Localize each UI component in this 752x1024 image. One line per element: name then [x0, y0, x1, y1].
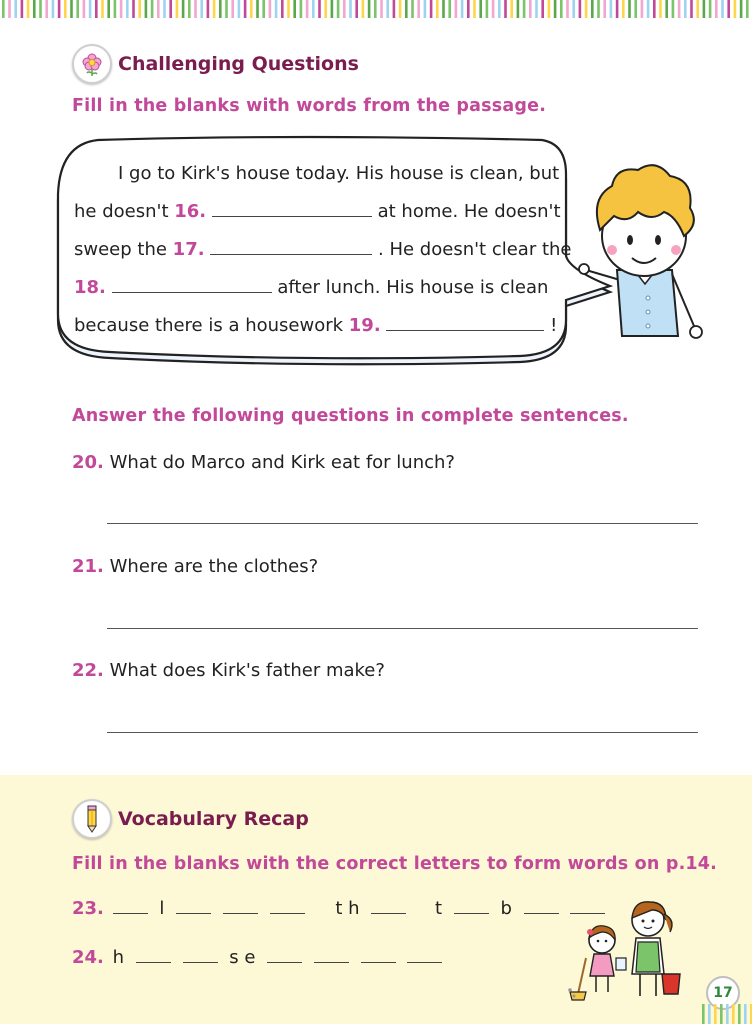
given-letters: h [112, 947, 125, 968]
stripe [702, 1004, 705, 1024]
passage-text: sweep the [74, 239, 167, 260]
passage-text: because there is a housework [74, 315, 344, 336]
passage-text: ! [550, 315, 558, 336]
vocab-row-24 [72, 947, 445, 968]
question-text: What does Kirk's father make? [109, 660, 385, 681]
page-number: 17 [706, 976, 740, 1010]
question-text: What do Marco and Kirk eat for lunch? [109, 452, 455, 473]
question-number: 21. [72, 556, 104, 577]
blank-18[interactable] [112, 276, 272, 293]
letter-blank[interactable] [270, 899, 305, 914]
section-title: Vocabulary Recap [118, 808, 309, 830]
letter-blank[interactable] [223, 899, 258, 914]
stripe [708, 1004, 711, 1024]
letter-blank[interactable] [314, 948, 349, 963]
blank-number-17: 17. [172, 239, 205, 260]
given-letters: l [159, 898, 165, 919]
decorative-stripe-corner [700, 1004, 752, 1024]
passage-text: . He doesn't clear the [378, 239, 572, 260]
letter-blank[interactable] [136, 948, 171, 963]
cleaning-illustration [566, 896, 690, 1004]
answer-line-20[interactable] [107, 523, 698, 524]
item-number: 24. [72, 947, 104, 968]
blank-number-18: 18. [74, 277, 106, 298]
passage-line-5 [74, 314, 557, 338]
passage-line-2 [74, 200, 561, 224]
blank-16[interactable] [212, 200, 372, 217]
passage-line-4 [74, 276, 548, 300]
instruction-fill-passage: Fill in the blanks with words from the passage. [72, 96, 547, 116]
passage-line-1: I go to Kirk's house today. His house is clean, but [118, 163, 560, 184]
blank-number-16: 16. [174, 201, 207, 222]
blank-19[interactable] [386, 314, 544, 331]
letter-blank[interactable] [183, 948, 218, 963]
boy-illustration [572, 158, 712, 348]
question-text: Where are the clothes? [109, 556, 319, 577]
blank-number-19: 19. [348, 315, 381, 336]
passage-text: he doesn't [74, 201, 169, 222]
question-number: 20. [72, 452, 104, 473]
passage-text: after lunch. His house is clean [277, 277, 549, 298]
pencil-icon [72, 799, 112, 839]
letter-blank[interactable] [113, 899, 148, 914]
item-number: 23. [72, 898, 104, 919]
section-header-vocabulary [72, 799, 309, 839]
stripe [726, 1004, 729, 1024]
blank-17[interactable] [210, 238, 372, 255]
passage-text: at home. He doesn't [377, 201, 561, 222]
letter-blank[interactable] [371, 899, 406, 914]
stripe [732, 1004, 735, 1024]
instruction-vocab: Fill in the blanks with the correct letters to form words on p.14. [72, 854, 718, 874]
given-letters: b [500, 898, 512, 919]
stripe [744, 1004, 747, 1024]
letter-blank[interactable] [361, 948, 396, 963]
stripe [714, 1004, 717, 1024]
question-number: 22. [72, 660, 104, 681]
stripe [738, 1004, 741, 1024]
question-22 [72, 660, 385, 681]
letter-blank[interactable] [524, 899, 559, 914]
given-letters: t h [335, 898, 360, 919]
letter-blank[interactable] [454, 899, 489, 914]
section-title: Challenging Questions [118, 53, 359, 75]
given-letters: s e [229, 947, 256, 968]
given-letters: t [434, 898, 443, 919]
vocab-row-23 [72, 898, 608, 919]
passage-line-3 [74, 238, 572, 262]
instruction-answer-questions: Answer the following questions in complete sentences. [72, 406, 629, 426]
stripe [720, 1004, 723, 1024]
question-21 [72, 556, 318, 577]
answer-line-21[interactable] [107, 628, 698, 629]
letter-blank[interactable] [176, 899, 211, 914]
letter-blank[interactable] [407, 948, 442, 963]
question-20 [72, 452, 455, 473]
answer-line-22[interactable] [107, 732, 698, 733]
letter-blank[interactable] [267, 948, 302, 963]
